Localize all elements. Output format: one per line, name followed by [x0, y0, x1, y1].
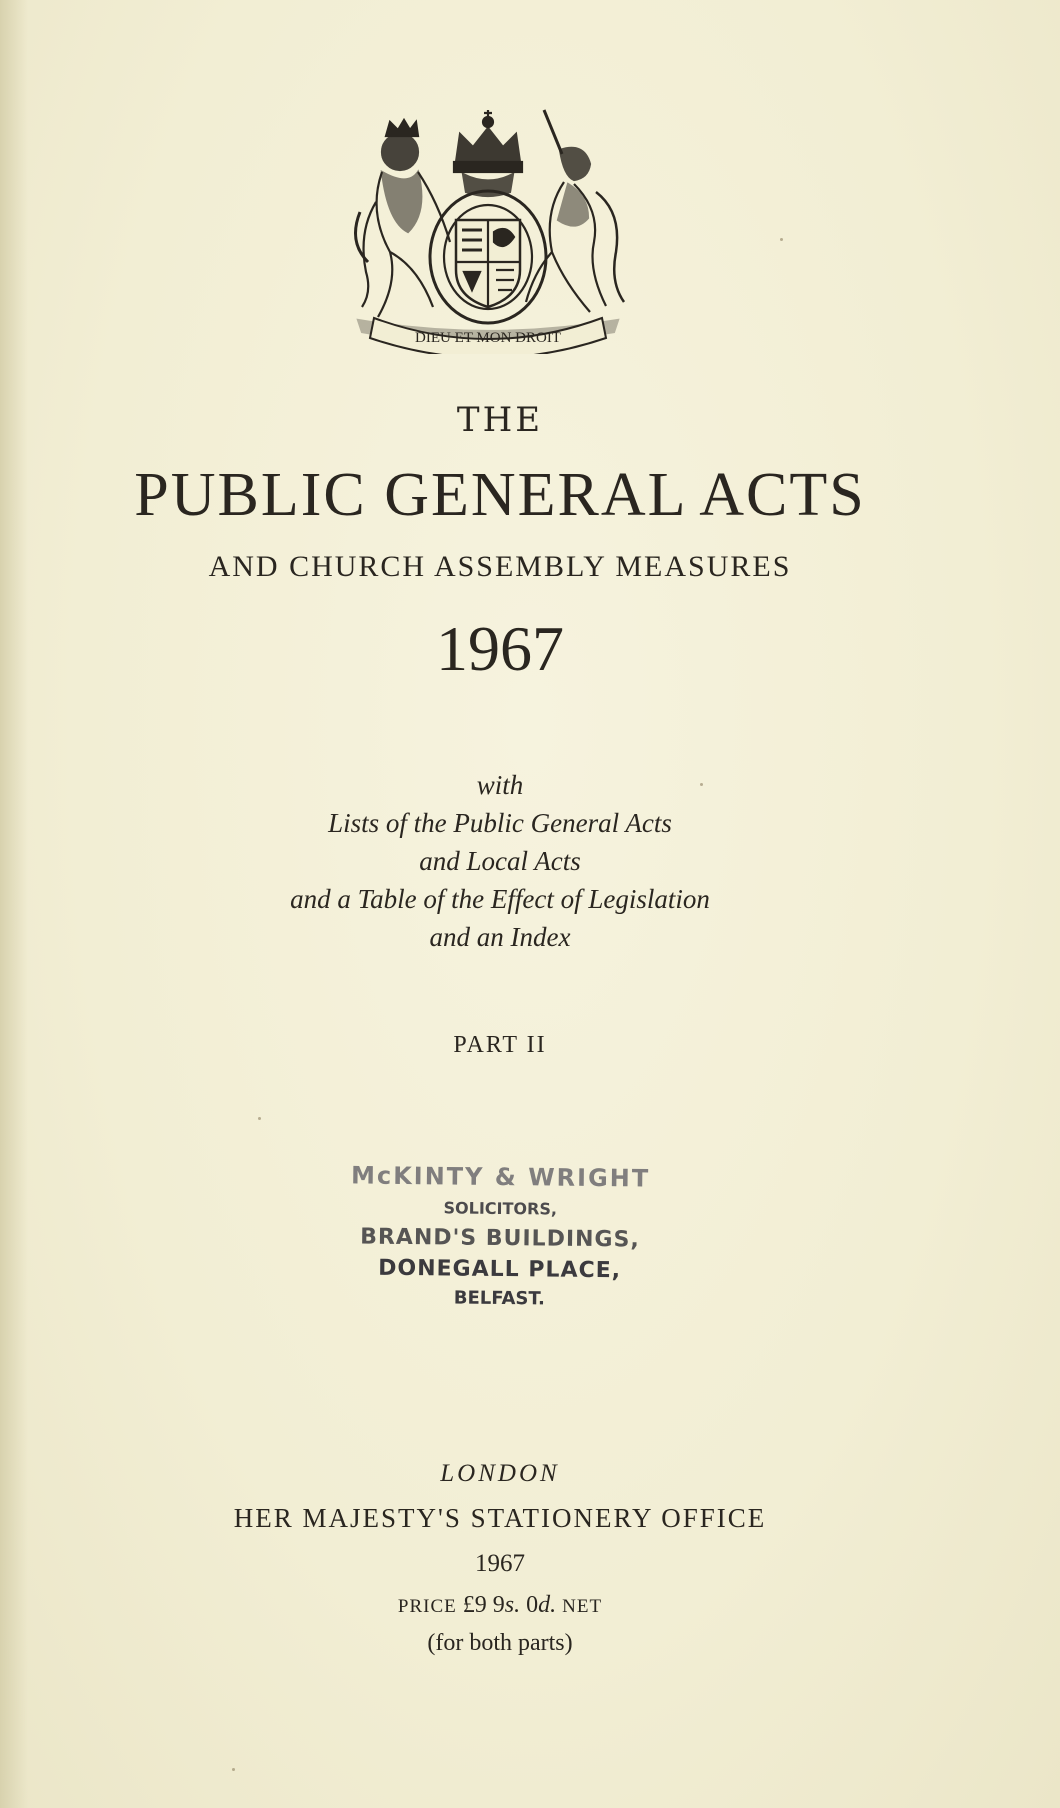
paper-speck [258, 1117, 261, 1120]
imprint-city: LONDON [440, 1460, 560, 1487]
part-number: PART II [453, 1032, 547, 1058]
page-title: PUBLIC GENERAL ACTS [134, 461, 866, 529]
page-subtitle: AND CHURCH ASSEMBLY MEASURES [208, 550, 792, 583]
price-shillings-unit: s. [504, 1592, 521, 1618]
imprint-year: 1967 [475, 1550, 525, 1577]
crest-motto: DIEU ET MON DROIT [415, 330, 561, 346]
imprint-publisher: HER MAJESTY'S STATIONERY OFFICE [233, 1503, 767, 1533]
price-net: NET [562, 1596, 603, 1617]
stamp-street: DONEGALL PLACE, [378, 1255, 622, 1284]
stamp-firm-name: McKINTY & WRIGHT [350, 1161, 651, 1193]
stamp-city: BELFAST. [453, 1287, 545, 1310]
contents-line: Lists of the Public General Acts [328, 808, 672, 838]
price-note: (for both parts) [427, 1630, 573, 1656]
contents-line: and an Index [429, 922, 571, 952]
contents-line: and a Table of the Effect of Legislation [290, 884, 710, 914]
price-pence: 0 [520, 1592, 539, 1618]
solicitor-stamp [339, 1161, 661, 1310]
paper-speck [232, 1768, 235, 1771]
price-amount: £9 9 [462, 1592, 505, 1618]
paper-speck [700, 783, 703, 786]
contents-line: and Local Acts [419, 846, 581, 876]
stamp-profession: SOLICITORS, [443, 1198, 558, 1219]
contents-with: with [476, 770, 524, 800]
title-year: 1967 [436, 613, 564, 684]
paper-speck [780, 238, 783, 241]
price-pence-unit: d. [538, 1592, 557, 1618]
price-line [0, 1592, 1000, 1619]
title-article: THE [456, 400, 544, 440]
stamp-building: BRAND'S BUILDINGS, [360, 1224, 640, 1253]
royal-coat-of-arms-icon [338, 92, 638, 354]
price-label: PRICE [397, 1596, 457, 1617]
